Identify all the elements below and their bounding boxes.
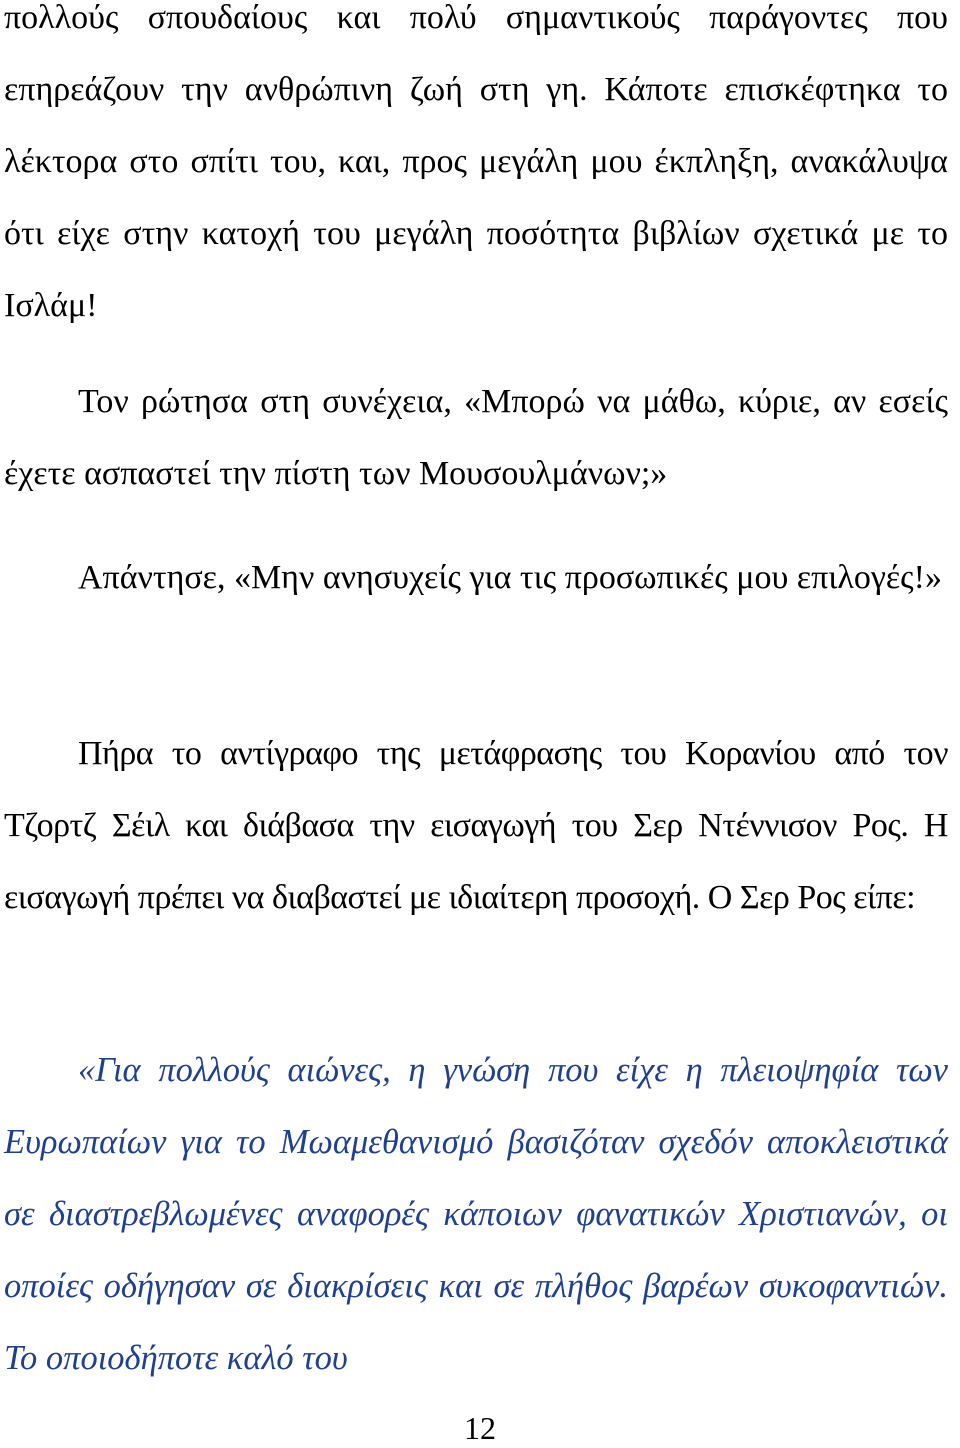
paragraph-translation: Πήρα το αντίγραφο της μετάφρασης του Κορανίου από τον Τζορτζ Σέιλ και διάβασα την εισαγωγή του Σερ Ντέννισον Ρος. Η εισαγωγή πρέπει να διαβαστεί με ιδιαίτερη προσοχή. Ο Σερ Ρος είπε: — [4, 735, 948, 916]
quote-paragraph: «Για πολλούς αιώνες, η γνώση που είχε η πλειοψηφία των Ευρωπαίων για το Μωαμεθανισμό βασιζόταν σχεδόν αποκλειστικά σε διαστρεβλωμένες αναφορές κάποιων φανατικών Χριστιανών, οι οποίες οδήγησαν σε διακρίσεις και σε πλήθος βαρέων συκοφαντιών. Το οποιοδήποτε καλό του — [4, 1051, 948, 1377]
page-number: 12 — [464, 1410, 496, 1446]
paragraph-question: Τον ρώτησα στη συνέχεια, «Μπορώ να μάθω, κύριε, αν εσείς έχετε ασπαστεί την πίστη των Μουσουλμάνων;» — [4, 383, 948, 492]
paragraph-intro: πολλούς σπουδαίους και πολύ σημαντικούς παράγοντες που επηρεάζουν την ανθρώπινη ζωή στη γη. Κάποτε επισκέφτηκα το λέκτορα στο σπίτι του, και, προς μεγάλη μου έκπληξη, ανακάλυψα ότι είχε στην κατοχή του μεγάλη ποσότητα βιβλίων σχετικά με το Ισλάμ! — [4, 0, 948, 324]
paragraph-answer: Απάντησε, «Μην ανησυχείς για τις προσωπικές μου επιλογές!» — [78, 559, 942, 596]
